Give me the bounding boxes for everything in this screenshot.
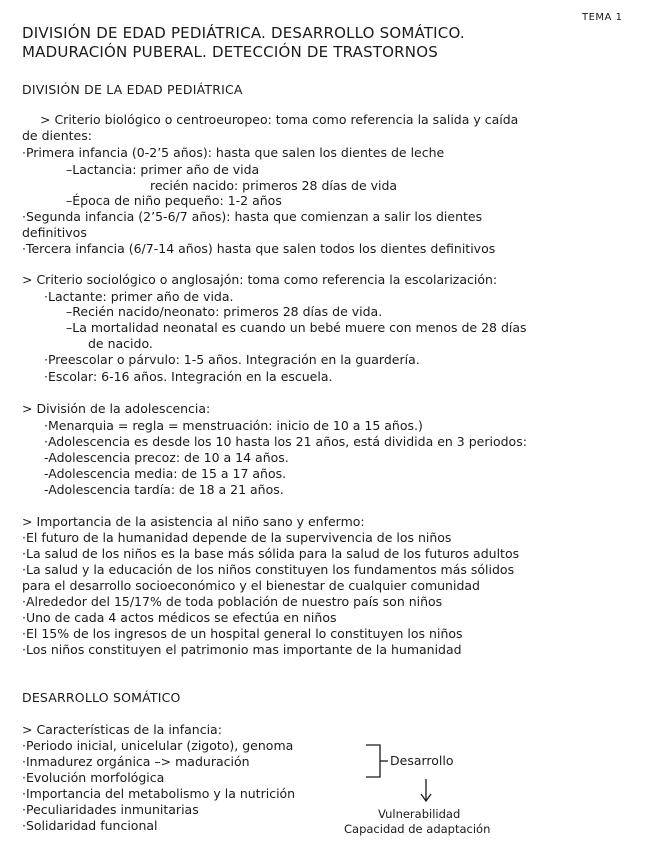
text-line: > Criterio sociológico o anglosajón: toma como referencia la escolarización: <box>22 272 498 287</box>
text-line: –Época de niño pequeño: 1-2 años <box>66 193 282 208</box>
section-heading-desarrollo: DESARROLLO SOMÁTICO <box>22 690 181 705</box>
desarrollo-label: Desarrollo <box>390 753 454 768</box>
text-line: ·Primera infancia (0-2’5 años): hasta que salen los dientes de leche <box>22 145 445 160</box>
text-line: ·Los niños constituyen el patrimonio mas importante de la humanidad <box>22 642 462 657</box>
topic-label: TEMA 1 <box>582 12 623 23</box>
title-line-1: DIVISIÓN DE EDAD PEDIÁTRICA. DESARROLLO SOMÁTICO. <box>22 24 465 42</box>
text-line: ·La salud de los niños es la base más sólida para la salud de los futuros adultos <box>22 546 520 561</box>
text-line: ·Lactante: primer año de vida. <box>44 289 234 304</box>
text-line: ·El 15% de los ingresos de un hospital general lo constituyen los niños <box>22 626 463 641</box>
text-line: -Adolescencia tardía: de 18 a 21 años. <box>44 482 284 497</box>
title-line-2: MADURACIÓN PUBERAL. DETECCIÓN DE TRASTORNOS <box>22 43 438 61</box>
text-line: ·Segunda infancia (2’5-6/7 años): hasta que comienzan a salir los dientes <box>22 209 483 224</box>
text-line: recién nacido: primeros 28 días de vida <box>150 178 398 193</box>
list-item: ·Periodo inicial, unicelular (zigoto), genoma <box>22 738 294 753</box>
text-line: > Características de la infancia: <box>22 722 222 737</box>
text-line: > Criterio biológico o centroeuropeo: toma como referencia la salida y caída <box>40 112 519 127</box>
bracket-line <box>366 745 380 777</box>
text-line: definitivos <box>22 225 87 240</box>
text-line: ·Tercera infancia (6/7-14 años) hasta que salen todos los dientes definitivos <box>22 241 496 256</box>
text-line: -Adolescencia media: de 15 a 17 años. <box>44 466 287 481</box>
vulnerabilidad-label: Vulnerabilidad <box>378 807 461 821</box>
text-line: para el desarrollo socioeconómico y el bienestar de cualquier comunidad <box>22 578 480 593</box>
text-line: > Importancia de la asistencia al niño sano y enfermo: <box>22 514 365 529</box>
list-item: ·Peculiaridades inmunitarias <box>22 802 199 817</box>
text-line: ·Menarquia = regla = menstruación: inicio de 10 a 15 años.) <box>44 418 423 433</box>
list-item: ·Evolución morfológica <box>22 770 165 785</box>
text-line: ·Adolescencia es desde los 10 hasta los 21 años, está dividida en 3 periodos: <box>44 434 527 449</box>
text-line: ·Uno de cada 4 actos médicos se efectúa en niños <box>22 610 337 625</box>
text-line: ·Escolar: 6-16 años. Integración en la escuela. <box>44 369 333 384</box>
text-line: > División de la adolescencia: <box>22 401 211 416</box>
text-line: ·Preescolar o párvulo: 1-5 años. Integración en la guardería. <box>44 352 420 367</box>
text-line: de dientes: <box>22 128 92 143</box>
list-item: ·Importancia del metabolismo y la nutrición <box>22 786 296 801</box>
text-line: –Lactancia: primer año de vida <box>66 162 260 177</box>
text-line: ·La salud y la educación de los niños constituyen los fundamentos más sólidos <box>22 562 515 577</box>
text-line: de nacido. <box>88 336 153 351</box>
text-line: –Recién nacido/neonato: primeros 28 días de vida. <box>66 304 383 319</box>
section-heading-division: DIVISIÓN DE LA EDAD PEDIÁTRICA <box>22 82 243 97</box>
text-line: ·El futuro de la humanidad depende de la supervivencia de los niños <box>22 530 452 545</box>
text-line: –La mortalidad neonatal es cuando un bebé muere con menos de 28 días <box>66 320 527 335</box>
text-line: ·Alrededor del 15/17% de toda población de nuestro país son niños <box>22 594 443 609</box>
text-line: -Adolescencia precoz: de 10 a 14 años. <box>44 450 289 465</box>
capacidad-label: Capacidad de adaptación <box>344 822 491 836</box>
list-item: ·Solidaridad funcional <box>22 818 158 833</box>
list-item: ·Inmadurez orgánica –> maduración <box>22 754 250 769</box>
